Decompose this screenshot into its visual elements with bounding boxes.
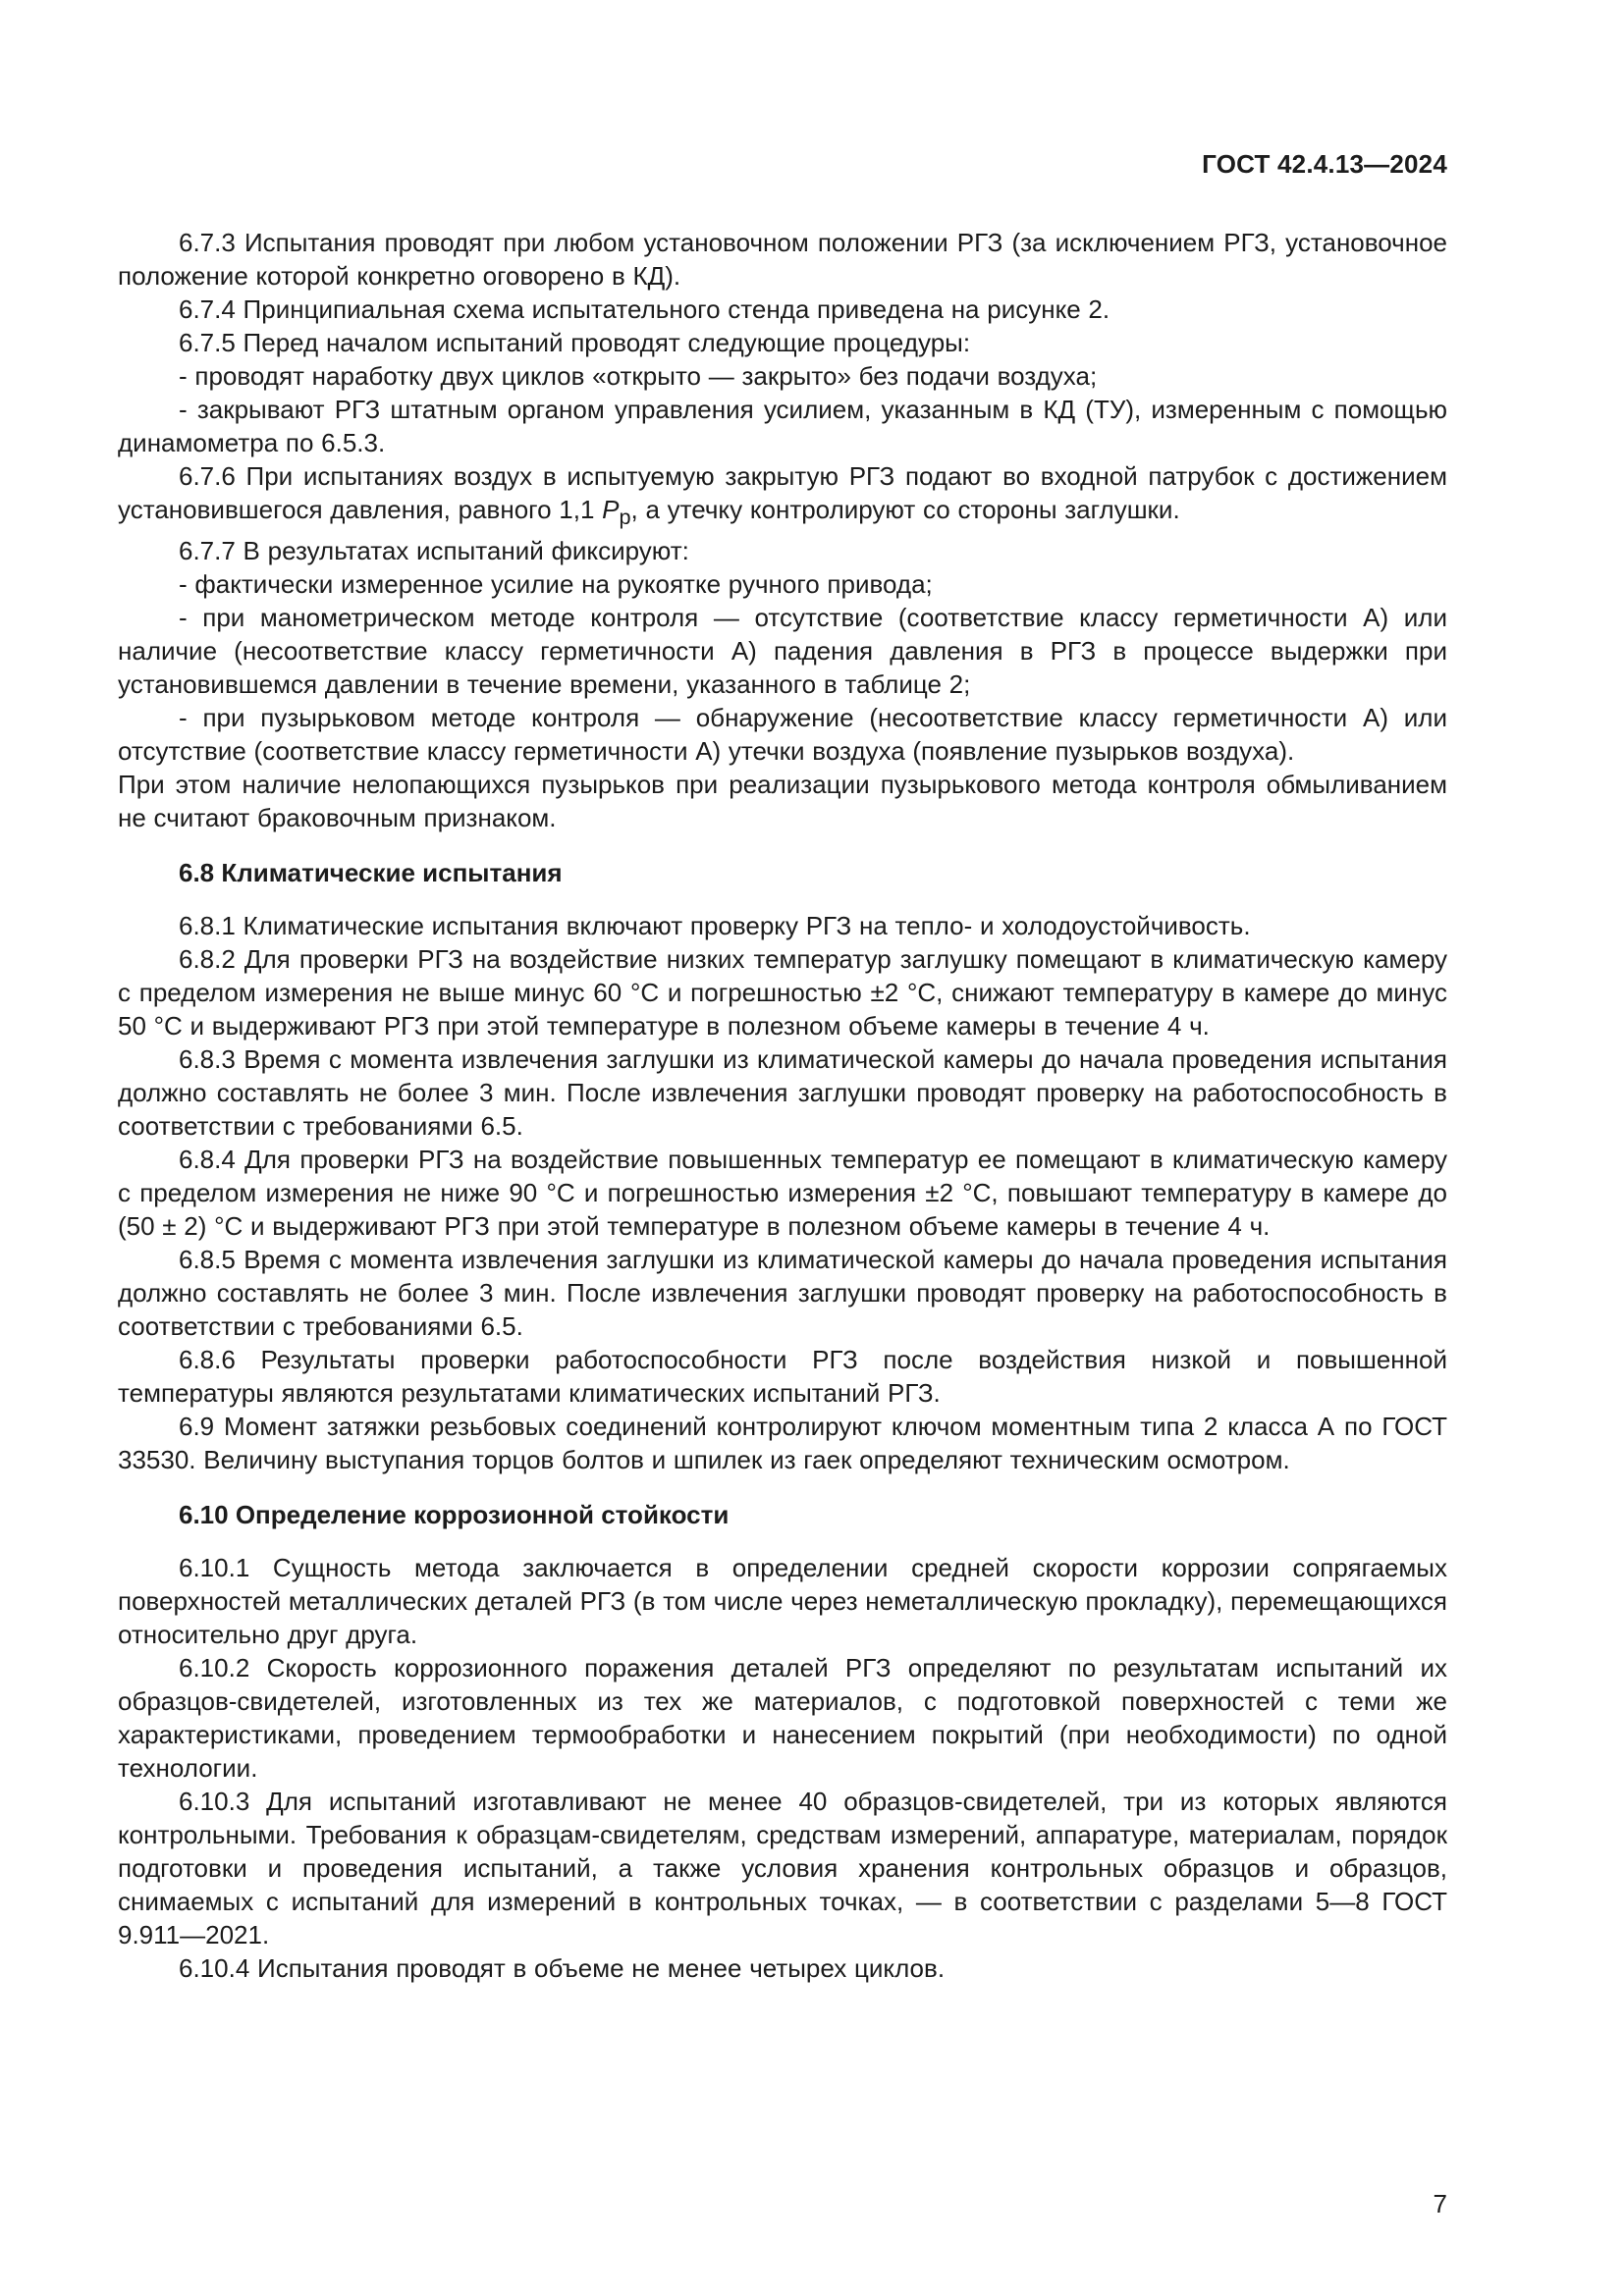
clause-text: 6.7.6 При испытаниях воздух в испытуемую закрытую РГЗ подают во входной патрубок с достижением установившегося давления, равного 1,1 xyxy=(118,461,1447,524)
section-heading-6-10: 6.10 Определение коррозионной стойкости xyxy=(179,1500,730,1530)
clause-6-8-2: 6.8.2 Для проверки РГЗ на воздействие низких температур заглушку помещают в климатическую камеру с пределом измерения не выше минус 60 °С и погрешностью ±2 °С, снижают температуру в камере до минус 50 °С и выдерживают РГЗ при этой температуре в полезном объеме камеры в течение 4 ч. xyxy=(118,944,1447,1041)
clause-6-7-5: 6.7.5 Перед началом испытаний проводят следующие процедуры: xyxy=(179,328,971,357)
clause-6-7-7: 6.7.7 В результатах испытаний фиксируют: xyxy=(179,536,689,566)
clause-6-8-4: 6.8.4 Для проверки РГЗ на воздействие повышенных температур ее помещают в климатическую камеру с пределом измерения не ниже 90 °С и погрешностью измерения ±2 °С, повышают температуру в камере до (50 ± 2) °С и выдерживают РГЗ при этой температуре в полезном объеме камеры в течение 4 ч. xyxy=(118,1145,1447,1242)
section-heading-6-8: 6.8 Климатические испытания xyxy=(179,858,563,888)
pressure-subscript: р xyxy=(619,505,631,530)
list-item: - закрывают РГЗ штатным органом управления усилием, указанным в КД (ТУ), измеренным с помощью динамометра по 6.5.3. xyxy=(118,395,1447,457)
standard-designation: ГОСТ 42.4.13—2024 xyxy=(1202,149,1447,179)
document-body xyxy=(118,226,1447,1985)
clause-6-8-5: 6.8.5 Время с момента извлечения заглушки из климатической камеры до начала проведения испытания должно составлять не более 3 мин. После извлечения заглушки проводят проверку на работоспособность в соответствии с требованиями 6.5. xyxy=(118,1245,1447,1342)
clause-6-10-2: 6.10.2 Скорость коррозионного поражения деталей РГЗ определяют по результатам испытаний их образцов-свидетелей, изготовленных из тех же материалов, с подготовкой поверхностей с теми же характеристиками, проведением термообработки и нанесением покрытий (при необходимости) по одной технологии. xyxy=(118,1653,1447,1784)
clause-6-9: 6.9 Момент затяжки резьбовых соединений контролируют ключом моментным типа 2 класса А по ГОСТ 33530. Величину выступания торцов болтов и шпилек из гаек определяют техническим осмотром. xyxy=(118,1412,1447,1475)
paragraph-note: При этом наличие нелопающихся пузырьков при реализации пузырькового метода контроля обмыливанием не считают браковочным признаком. xyxy=(118,770,1447,833)
document-page xyxy=(118,0,1447,2296)
list-item: - фактически измеренное усилие на рукоятке ручного привода; xyxy=(179,569,933,600)
clause-text: , а утечку контролируют со стороны заглушки. xyxy=(630,495,1180,524)
list-item: - проводят наработку двух циклов «открыто — закрыто» без подачи воздуха; xyxy=(179,361,1098,391)
clause-6-10-1: 6.10.1 Сущность метода заключается в определении средней скорости коррозии сопрягаемых поверхностей металлических деталей РГЗ (в том числе через неметаллическую прокладку), перемещающихся относительно друг друга. xyxy=(118,1553,1447,1650)
clause-6-10-4: 6.10.4 Испытания проводят в объеме не менее четырех циклов. xyxy=(179,1953,946,1984)
clause-6-10-3: 6.10.3 Для испытаний изготавливают не менее 40 образцов-свидетелей, три из которых являются контрольными. Требования к образцам-свидетелям, средствам измерений, аппаратуре, материалам, порядок подготовки и проведения испытаний, а также условия хранения контрольных образцов и образцов, снимаемых с испытаний для измерений в контрольных точках, — в соответствии с разделами 5—8 ГОСТ 9.911—2021. xyxy=(118,1787,1447,1950)
clause-6-7-3: 6.7.3 Испытания проводят при любом установочном положении РГЗ (за исключением РГЗ, установочное положение которой конкретно оговорено в КД). xyxy=(118,228,1447,291)
clause-6-7-4: 6.7.4 Принципиальная схема испытательного стенда приведена на рисунке 2. xyxy=(179,294,1110,324)
page-number: 7 xyxy=(1433,2189,1447,2218)
clause-6-7-6 xyxy=(118,459,1447,534)
list-item: - при пузырьковом методе контроля — обнаружение (несоответствие классу герметичности А) или отсутствие (соответствие классу герметичности А) утечки воздуха (появление пузырьков воздуха). xyxy=(118,703,1447,767)
list-item: - при манометрическом методе контроля — отсутствие (соответствие классу герметичности А) или наличие (несоответствие классу герметичности А) падения давления в РГЗ в процессе выдержки при установившемся давлении в течение времени, указанного в таблице 2; xyxy=(118,603,1447,700)
clause-6-8-6: 6.8.6 Результаты проверки работоспособности РГЗ после воздействия низкой и повышенной температуры являются результатами климатических испытаний РГЗ. xyxy=(118,1345,1447,1409)
clause-6-8-1: 6.8.1 Климатические испытания включают проверку РГЗ на тепло- и холодоустойчивость. xyxy=(179,911,1251,941)
pressure-symbol: P xyxy=(602,495,620,524)
clause-6-8-3: 6.8.3 Время с момента извлечения заглушки из климатической камеры до начала проведения испытания должно составлять не более 3 мин. После извлечения заглушки проводят проверку на работоспособность в соответствии с требованиями 6.5. xyxy=(118,1044,1447,1142)
